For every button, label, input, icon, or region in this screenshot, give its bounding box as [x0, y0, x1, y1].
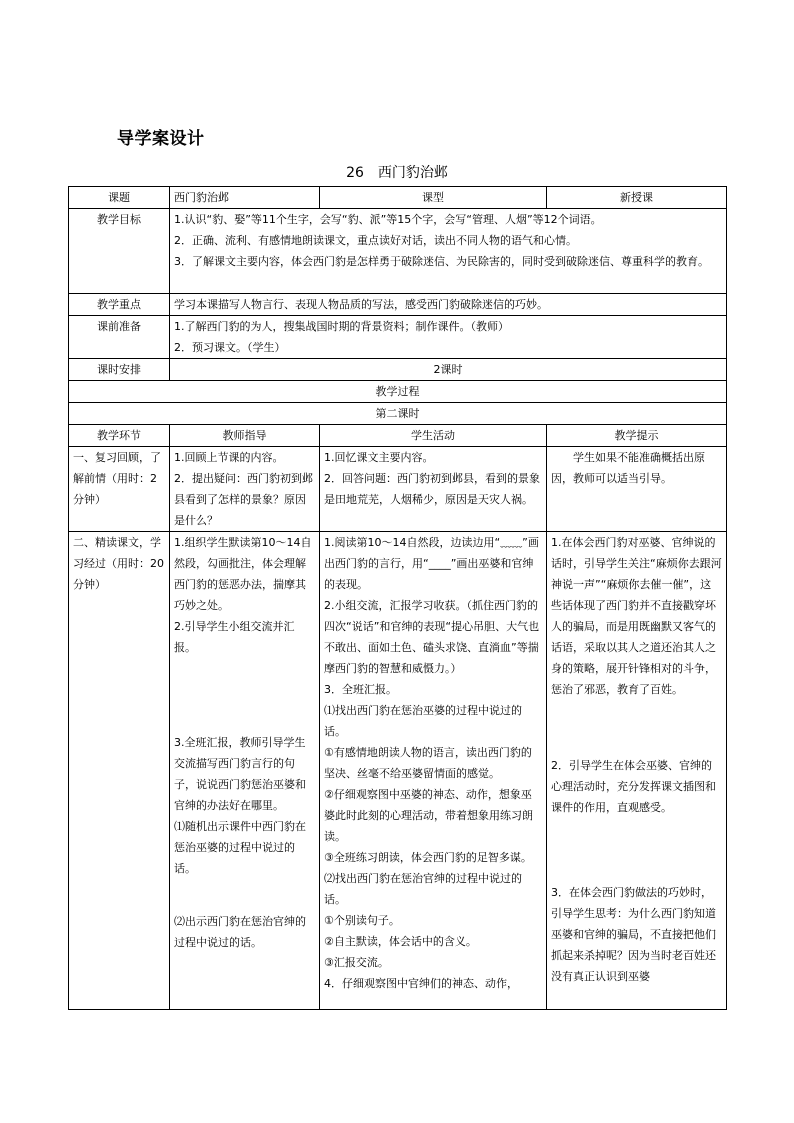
table-row — [69, 294, 727, 316]
prep-label: 课前准备 — [69, 316, 170, 359]
lesson-name: 西门豹治邺 — [377, 165, 448, 181]
student-item: 2．回答问题：西门豹初到邺县，看到的景象是田地荒芜，人烟稀少，原因是天灾人祸。 — [324, 472, 540, 506]
student-item: 3．全班汇报。 — [324, 683, 397, 696]
topic-label: 课题 — [69, 187, 170, 209]
goal-item: 3．了解课文主要内容，体会西门豹是怎样勇于破除迷信、为民除害的，同时受到破除迷信、尊重科学的教育。 — [174, 255, 709, 268]
lesson-plan-table — [68, 186, 727, 1010]
stage-row-reading — [69, 532, 727, 1010]
page-heading: 导学案设计 — [117, 129, 205, 149]
teacher-item: 1.回顾上节课的内容。 — [174, 451, 284, 464]
teaching-tip — [547, 447, 727, 532]
tip-item: 3．在体会西门豹做法的巧妙时，引导学生思考：为什么西门豹知道巫婆和官绅的骗局，不直接把他们抓起来杀掉呢？因为当时老百姓还没有真正认识到巫婆 — [551, 886, 716, 983]
table-row — [69, 403, 727, 425]
prep-content — [170, 316, 727, 359]
stage-name: 一、复习回顾，了解前情（用时：2分钟） — [69, 447, 170, 532]
type-value: 新授课 — [547, 187, 727, 209]
tip-item: 2．引导学生在体会巫婆、官绅的心理活动时，充分发挥课文插图和课件的作用，直观感受。 — [551, 759, 716, 814]
topic-value: 西门豹治邺 — [170, 187, 320, 209]
table-header-row — [69, 425, 727, 447]
process-title: 教学过程 — [69, 381, 727, 403]
column-header: 学生活动 — [320, 425, 547, 447]
prep-item: 1.了解西门豹的为人，搜集战国时期的背景资料；制作课件。（教师） — [174, 320, 509, 333]
tip-item: 1.在体会西门豹对巫婆、官绅说的话时，引导学生关注“麻烦你去跟河神说一声”“麻烦你去催一催”，这些话体现了西门豹并不直接戳穿坏人的骗局，而是用既幽默又客气的话语，采取以其人之道还治其人之身的策略，展开针锋相对的斗争，惩治了邪恶，教育了百姓。 — [551, 536, 722, 696]
stage-row-review — [69, 447, 727, 532]
teacher-item: 2．提出疑问：西门豹初到邺县看到了怎样的景象？原因是什么？ — [174, 472, 313, 527]
teacher-item: 2.引导学生小组交流并汇报。 — [174, 620, 295, 654]
schedule-label: 课时安排 — [69, 359, 170, 381]
student-item: ①有感情地朗读人物的语言，读出西门豹的坚决、丝毫不给巫婆留情面的感觉。 — [324, 746, 532, 780]
goals-content — [170, 209, 727, 294]
student-item: 4．仔细观察图中官绅们的神态、动作， — [324, 977, 518, 990]
table-row — [69, 209, 727, 294]
teacher-item: 1.组织学生默读第10～14自然段，勾画批注，体会理解西门豹的惩恶办法，揣摩其巧妙之处。 — [174, 536, 312, 612]
student-activity — [320, 532, 547, 1010]
student-item: ①个别读句子。 — [324, 914, 400, 927]
student-activity — [320, 447, 547, 532]
column-header: 教学环节 — [69, 425, 170, 447]
student-item: 2.小组交流，汇报学习收获。（抓住西门豹的四次“说话”和官绅的表现“提心吊胆、大气也不敢出、面如土色、磕头求饶、直淌血”等揣摩西门豹的智慧和威慑力。） — [324, 599, 540, 675]
column-header: 教师指导 — [170, 425, 320, 447]
stage-name: 二、精读课文，学习经过（用时：20分钟） — [69, 532, 170, 1010]
focus-label: 教学重点 — [69, 294, 170, 316]
table-row — [69, 187, 727, 209]
student-item: 1.回忆课文主要内容。 — [324, 451, 434, 464]
teacher-item: ⑴随机出示课件中西门豹在惩治巫婆的过程中说过的话。 — [174, 820, 306, 875]
table-row — [69, 359, 727, 381]
teacher-guidance — [170, 447, 320, 532]
student-item: ⑴找出西门豹在惩治巫婆的过程中说过的话。 — [324, 704, 522, 738]
teacher-item: ⑵出示西门豹在惩治官绅的过程中说过的话。 — [174, 915, 306, 949]
teaching-tip — [547, 532, 727, 1010]
focus-value: 学习本课描写人物言行、表现人物品质的写法，感受西门豹破除迷信的巧妙。 — [170, 294, 727, 316]
student-item: ③汇报交流。 — [324, 956, 389, 969]
student-item: ②自主默读，体会话中的含义。 — [324, 935, 477, 948]
student-item: ③全班练习朗读，体会西门豹的足智多谋。 — [324, 851, 532, 864]
teacher-guidance — [170, 532, 320, 1010]
student-item: ②仔细观察图中巫婆的神态、动作，想象巫婆此时此刻的心理活动，带着想象用练习朗读。 — [324, 788, 533, 843]
lesson-title — [0, 162, 794, 182]
teacher-item: 3.全班汇报，教师引导学生交流描写西门豹言行的句子，说说西门豹惩治巫婆和官绅的办法好在哪里。 — [174, 736, 306, 812]
tip-item: 学生如果不能准确概括出原因，教师可以适当引导。 — [551, 451, 705, 485]
column-header: 教学提示 — [547, 425, 727, 447]
goal-item: 1.认识“豹、娶”等11个生字，会写“豹、派”等15个字，会写“管理、人烟”等12个词语。 — [174, 213, 602, 226]
student-item: 1.阅读第10～14自然段，边读边用“﹏﹏”画出西门豹的言行，用“____”画出巫婆和官绅的表现。 — [324, 536, 539, 591]
period-title: 第二课时 — [69, 403, 727, 425]
table-row — [69, 316, 727, 359]
schedule-value: 2课时 — [170, 359, 727, 381]
lesson-number: 26 — [346, 165, 364, 181]
goal-item: 2．正确、流利、有感情地朗读课文，重点读好对话，读出不同人物的语气和心情。 — [174, 234, 577, 247]
prep-item: 2．预习课文。（学生） — [174, 341, 286, 354]
table-row — [69, 381, 727, 403]
goals-label: 教学目标 — [69, 209, 170, 294]
student-item: ⑵找出西门豹在惩治官绅的过程中说过的话。 — [324, 872, 522, 906]
type-label: 课型 — [320, 187, 547, 209]
